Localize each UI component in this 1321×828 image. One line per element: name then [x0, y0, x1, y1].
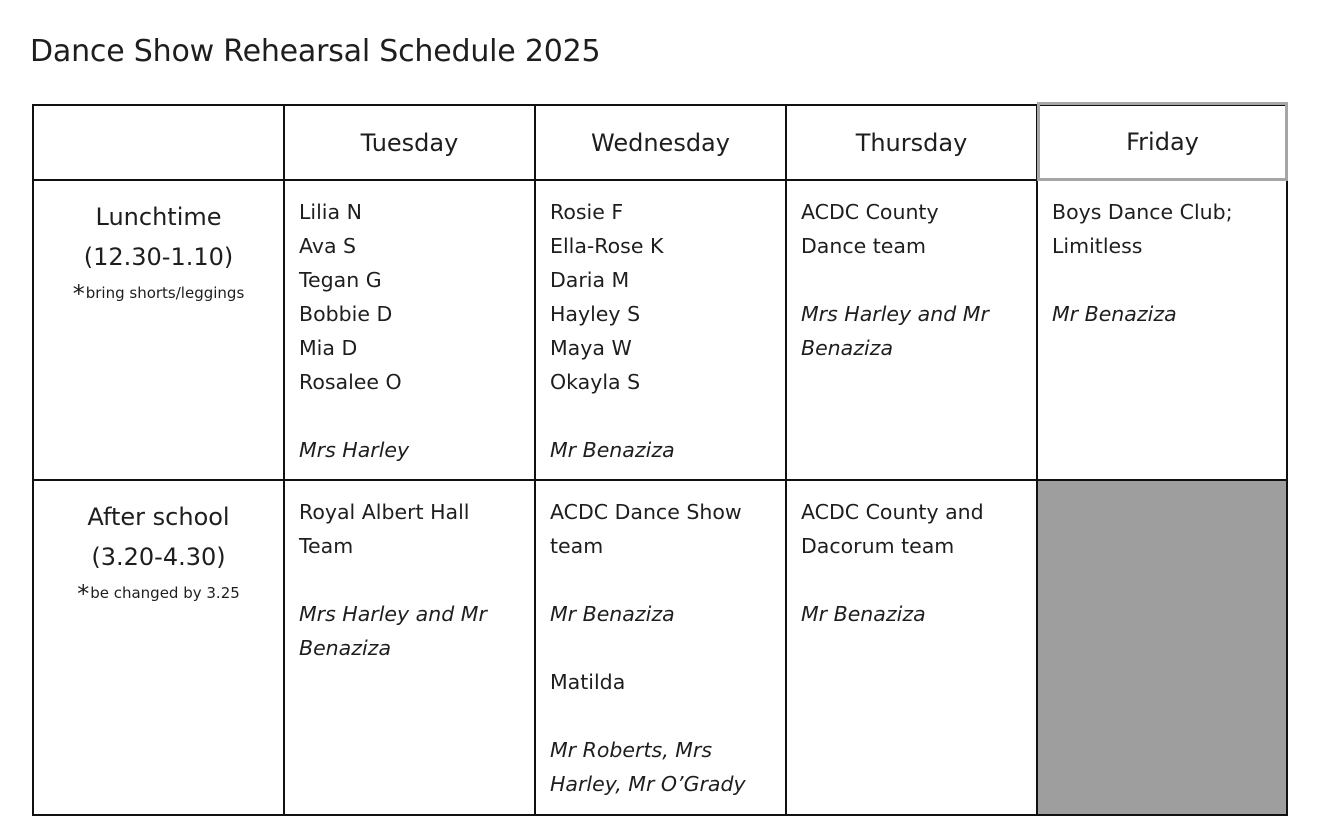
teacher-name: Benaziza [299, 636, 392, 660]
student-name: Maya W [550, 336, 632, 360]
student-name: Okayla S [550, 370, 641, 394]
group-name: Boys Dance Club; [1052, 200, 1233, 224]
cell-lunchtime-thursday [787, 181, 1038, 481]
row-note [34, 280, 283, 308]
row-note-text: be changed by 3.25 [90, 584, 240, 602]
student-name: Hayley S [550, 302, 641, 326]
teacher-name: Mr Benaziza [550, 602, 675, 626]
group-name: Limitless [1052, 234, 1143, 258]
row-label-time: (3.20-4.30) [91, 543, 226, 571]
page-title: Dance Show Rehearsal Schedule 2025 [30, 34, 601, 69]
student-name: Mia D [299, 336, 358, 360]
day-header-thursday: Thursday [787, 106, 1038, 181]
day-header-wednesday: Wednesday [536, 106, 787, 181]
student-name: Tegan G [299, 268, 382, 292]
row-label-title: After school [87, 503, 230, 531]
teacher-name: Harley, Mr O’Grady [550, 772, 746, 796]
student-name: Daria M [550, 268, 630, 292]
day-header-friday: Friday [1037, 102, 1288, 181]
teacher-name: Mr Benaziza [550, 438, 675, 462]
student-name: Bobbie D [299, 302, 393, 326]
day-header-tuesday: Tuesday [285, 106, 536, 181]
student-name: Rosalee O [299, 370, 402, 394]
group-name: Matilda [550, 670, 626, 694]
group-name: Royal Albert Hall [299, 500, 470, 524]
teacher-name: Mrs Harley and Mr [299, 602, 487, 626]
asterisk: * [77, 580, 90, 608]
row-label-after-school [34, 481, 285, 814]
teacher-name: Mrs Harley and Mr [801, 302, 989, 326]
row-label-lunchtime [34, 181, 285, 481]
cell-lunchtime-tuesday [285, 181, 536, 481]
row-note [34, 580, 283, 608]
row-note-text: bring shorts/leggings [85, 284, 245, 302]
asterisk: * [72, 280, 85, 308]
cell-after-school-friday-shaded [1038, 481, 1286, 814]
cell-after-school-thursday [787, 481, 1038, 814]
group-name: ACDC County [801, 200, 939, 224]
student-name: Lilia N [299, 200, 362, 224]
teacher-name: Mr Roberts, Mrs [550, 738, 713, 762]
student-name: Rosie F [550, 200, 624, 224]
group-name: team [550, 534, 604, 558]
teacher-name: Mr Benaziza [1052, 302, 1177, 326]
rehearsal-schedule-table [32, 104, 1288, 816]
student-name: Ava S [299, 234, 357, 258]
teacher-name: Mr Benaziza [801, 602, 926, 626]
cell-after-school-tuesday [285, 481, 536, 814]
row-label-title: Lunchtime [95, 203, 222, 231]
student-name: Ella-Rose K [550, 234, 664, 258]
cell-after-school-wednesday [536, 481, 787, 814]
group-name: ACDC Dance Show [550, 500, 742, 524]
teacher-name: Benaziza [801, 336, 894, 360]
group-name: Dacorum team [801, 534, 955, 558]
cell-lunchtime-wednesday [536, 181, 787, 481]
cell-lunchtime-friday [1038, 181, 1286, 481]
teacher-name: Mrs Harley [299, 438, 410, 462]
group-name: ACDC County and [801, 500, 984, 524]
row-label-time: (12.30-1.10) [83, 243, 234, 271]
corner-header-cell [34, 106, 285, 181]
group-name: Team [299, 534, 354, 558]
group-name: Dance team [801, 234, 926, 258]
